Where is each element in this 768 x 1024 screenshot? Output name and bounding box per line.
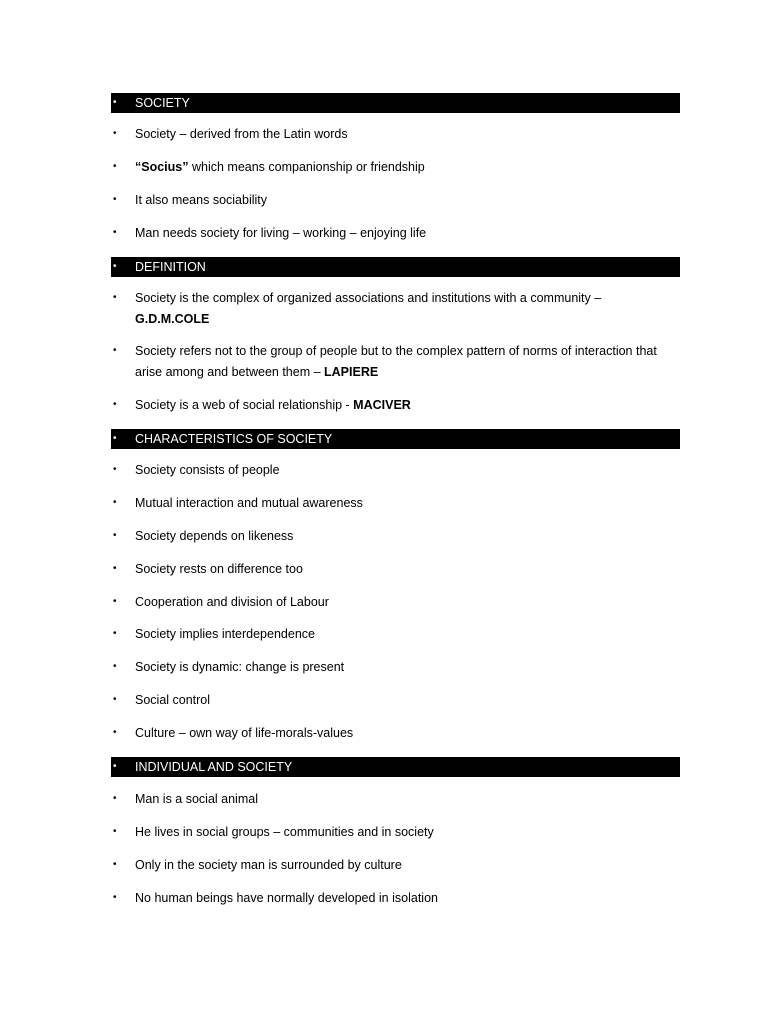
item-text: Society implies interdependence xyxy=(135,627,315,641)
section-title: DEFINITION xyxy=(135,260,206,274)
item-text: Society consists of people xyxy=(135,463,280,477)
bullet: • xyxy=(113,628,117,639)
bullet: • xyxy=(113,694,117,705)
item-text-bold: “Socius” xyxy=(135,160,189,174)
item-text: Only in the society man is surrounded by culture xyxy=(135,858,402,872)
section-title: SOCIETY xyxy=(135,96,190,110)
bullet: • xyxy=(113,345,117,356)
item-text: Society – derived from the Latin words xyxy=(135,127,348,141)
item-text: Society rests on difference too xyxy=(135,562,303,576)
bullet: • xyxy=(113,596,117,607)
item-text: Man is a social animal xyxy=(135,792,258,806)
item-text: which means companionship or friendship xyxy=(188,160,425,174)
item-text: No human beings have normally developed in isolation xyxy=(135,891,438,905)
item-text: Society is the complex of organized associations and institutions with a community – xyxy=(135,291,602,305)
item-text: Mutual interaction and mutual awareness xyxy=(135,496,363,510)
bullet: • xyxy=(113,727,117,738)
bullet: • xyxy=(113,292,117,303)
item-text: He lives in social groups – communities and in society xyxy=(135,825,434,839)
bullet: • xyxy=(113,826,117,837)
bullet: • xyxy=(113,859,117,870)
bullet: • xyxy=(113,497,117,508)
bullet: • xyxy=(113,399,117,410)
item-text: Social control xyxy=(135,693,211,707)
bullet: • xyxy=(113,227,117,238)
item-text: It also means sociability xyxy=(135,193,268,207)
item-text: Society is a web of social relationship - xyxy=(135,398,354,412)
item-text: Society depends on likeness xyxy=(135,529,294,543)
section-title: INDIVIDUAL AND SOCIETY xyxy=(135,760,293,774)
bullet: • xyxy=(113,892,117,903)
bullet: • xyxy=(113,793,117,804)
item-text: Cooperation and division of Labour xyxy=(135,595,329,609)
item-text: Society is dynamic: change is present xyxy=(135,660,345,674)
section-header-individual-and-society xyxy=(111,757,680,777)
bullet: • xyxy=(113,128,117,139)
bullet: • xyxy=(113,464,117,475)
bullet: • xyxy=(113,661,117,672)
item-text: Man needs society for living – working – enjoying life xyxy=(135,226,427,240)
item-text: Culture – own way of life-morals-values xyxy=(135,726,354,740)
bullet: • xyxy=(113,530,117,541)
bullet: • xyxy=(113,761,117,772)
bullet: • xyxy=(113,97,117,108)
section-header-characteristics xyxy=(111,429,680,449)
item-text: arise among and between them – xyxy=(135,364,325,379)
bullet: • xyxy=(113,433,117,444)
bullet: • xyxy=(113,563,117,574)
item-text-bold: MACIVER xyxy=(353,398,411,412)
section-header-definition xyxy=(111,257,680,277)
section-title: CHARACTERISTICS OF SOCIETY xyxy=(135,432,333,446)
section-header-society xyxy=(111,93,680,113)
item-text-bold: G.D.M.COLE xyxy=(135,311,210,326)
bullet: • xyxy=(113,261,117,272)
item-text-bold: LAPIERE xyxy=(324,364,379,379)
item-text: Society refers not to the group of people but to the complex pattern of norms of interaction that xyxy=(135,344,657,358)
bullet: • xyxy=(113,194,117,205)
bullet: • xyxy=(113,161,117,172)
